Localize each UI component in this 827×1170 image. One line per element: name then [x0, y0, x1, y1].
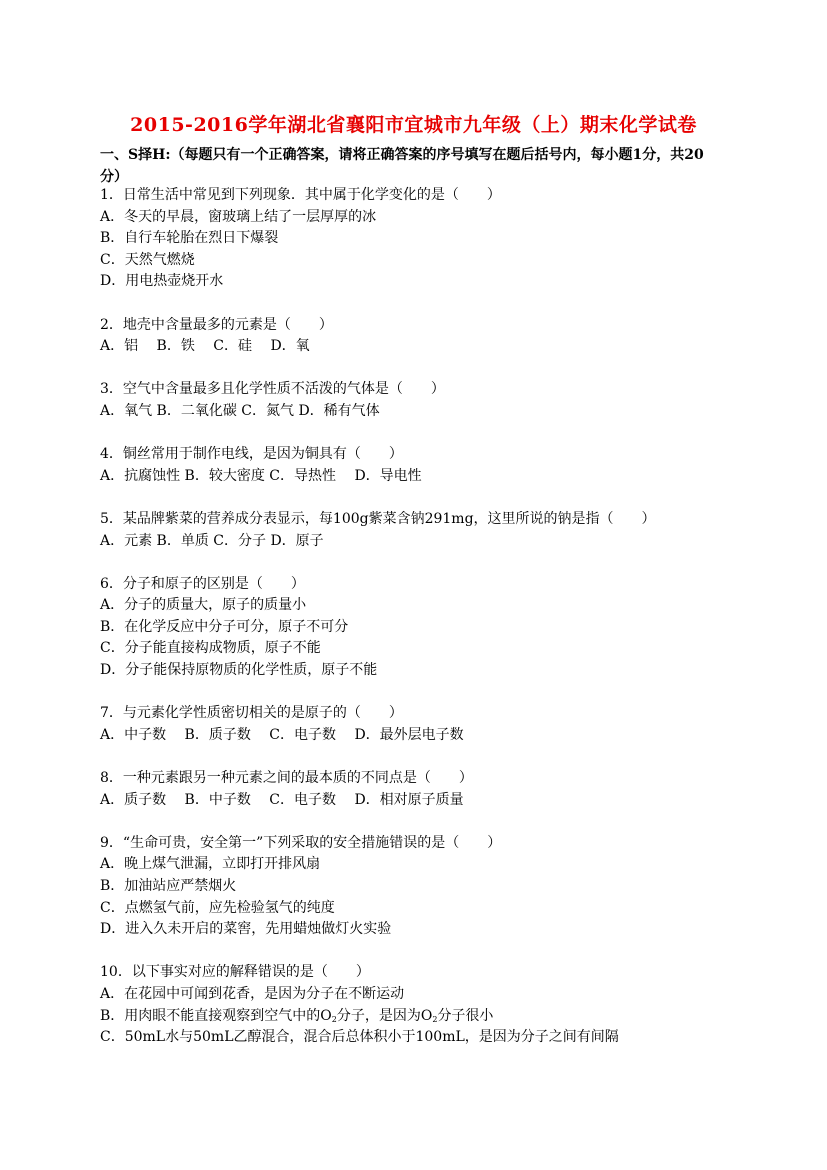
question-stem: 1．日常生活中常见到下列现象．其中属于化学变化的是（ ） [100, 187, 501, 203]
question-option: A．晚上煤气泄漏，立即打开排风扇 [100, 856, 321, 873]
question-option: C．分子能直接构成物质，原子不能 [100, 640, 321, 657]
section-heading-line1: 一、S择H:（每题只有一个正确答案，请将正确答案的序号填写在题后括号内，每小题1分，共20 [100, 147, 704, 163]
question-stem: 9．“生命可贵，安全第一”下列采取的安全措施错误的是（ ） [100, 834, 502, 851]
option-text: B．用肉眼不能直接观察到空气中的O [100, 1007, 332, 1024]
question-option: D．进入久未开启的菜窖，先用蜡烛做灯火实验 [100, 921, 392, 938]
question-option: A．冬天的早晨，窗玻璃上结了一层厚厚的冰 [100, 208, 377, 225]
question-option [100, 1006, 740, 1028]
subscript: 2 [432, 1014, 438, 1024]
question-stem: 8．一种元素跟另一种元素之间的最本质的不同点是（ ） [100, 770, 473, 787]
question-option: A．抗腐蚀性 B．较大密度 C．导热性 D．导电性 [100, 467, 422, 484]
question-4 [100, 444, 740, 487]
question-option: A．质子数 B．中子数 C．电子数 D．相对原子质量 [100, 791, 464, 808]
question-option: C．点燃氢气前，应先检验氢气的纯度 [100, 899, 335, 916]
section-heading [100, 144, 740, 188]
question-option: A．在花园中可闻到花香，是因为分子在不断运动 [100, 985, 405, 1002]
question-option: C．天然气燃烧 [100, 251, 195, 268]
question-3 [100, 379, 740, 422]
question-option: A．氧气 B．二氧化碳 C．氮气 D．稀有气体 [100, 402, 380, 419]
question-option: B．自行车轮胎在烈日下爆裂 [100, 230, 279, 247]
section-heading-line2: 分） [100, 169, 128, 185]
question-option: D．用电热壶烧开水 [100, 273, 224, 290]
question-option: B．在化学反应中分子可分，原子不可分 [100, 618, 349, 635]
question-option: A．中子数 B．质子数 C．电子数 D．最外层电子数 [100, 726, 464, 743]
question-option: B．加油站应严禁烟火 [100, 878, 237, 894]
option-text: 分子，是因为O [336, 1007, 433, 1024]
question-stem: 4．铜丝常用于制作电线，是因为铜具有（ ） [100, 446, 403, 463]
question-option: C．50mL水与50mL乙醇混合，混合后总体积小于100mL，是因为分子之间有间隔 [100, 1029, 619, 1046]
exam-title: 2015-2016学年湖北省襄阳市宜城市九年级（上）期末化学试卷 [130, 114, 697, 136]
question-stem: 10．以下事实对应的解释错误的是（ ） [100, 964, 370, 981]
question-stem: 2．地壳中含量最多的元素是（ ） [100, 316, 333, 333]
question-8 [100, 768, 740, 811]
question-1 [100, 185, 740, 293]
question-list [100, 185, 740, 1070]
question-stem: 6．分子和原子的区别是（ ） [100, 575, 305, 592]
question-9 [100, 833, 740, 941]
question-option: A．元素 B．单质 C．分子 D．原子 [100, 532, 324, 549]
subscript: 2 [331, 1014, 337, 1024]
question-stem: 7．与元素化学性质密切相关的是原子的（ ） [100, 705, 403, 722]
question-5 [100, 509, 740, 552]
option-text: 分子很小 [437, 1007, 494, 1024]
question-stem: 5．某品牌紫菜的营养成分表显示，每100g紫菜含钠291mg，这里所说的钠是指（ ） [100, 510, 656, 527]
question-6 [100, 574, 740, 682]
question-stem: 3．空气中含量最多且化学性质不活泼的气体是（ ） [100, 381, 445, 398]
question-2 [100, 315, 740, 358]
question-option: A．分子的质量大，原子的质量小 [100, 597, 307, 614]
question-7 [100, 703, 740, 746]
question-option: A．铝 B．铁 C．硅 D．氧 [100, 338, 310, 355]
question-option: D．分子能保持原物质的化学性质，原子不能 [100, 662, 378, 679]
question-10 [100, 962, 740, 1048]
